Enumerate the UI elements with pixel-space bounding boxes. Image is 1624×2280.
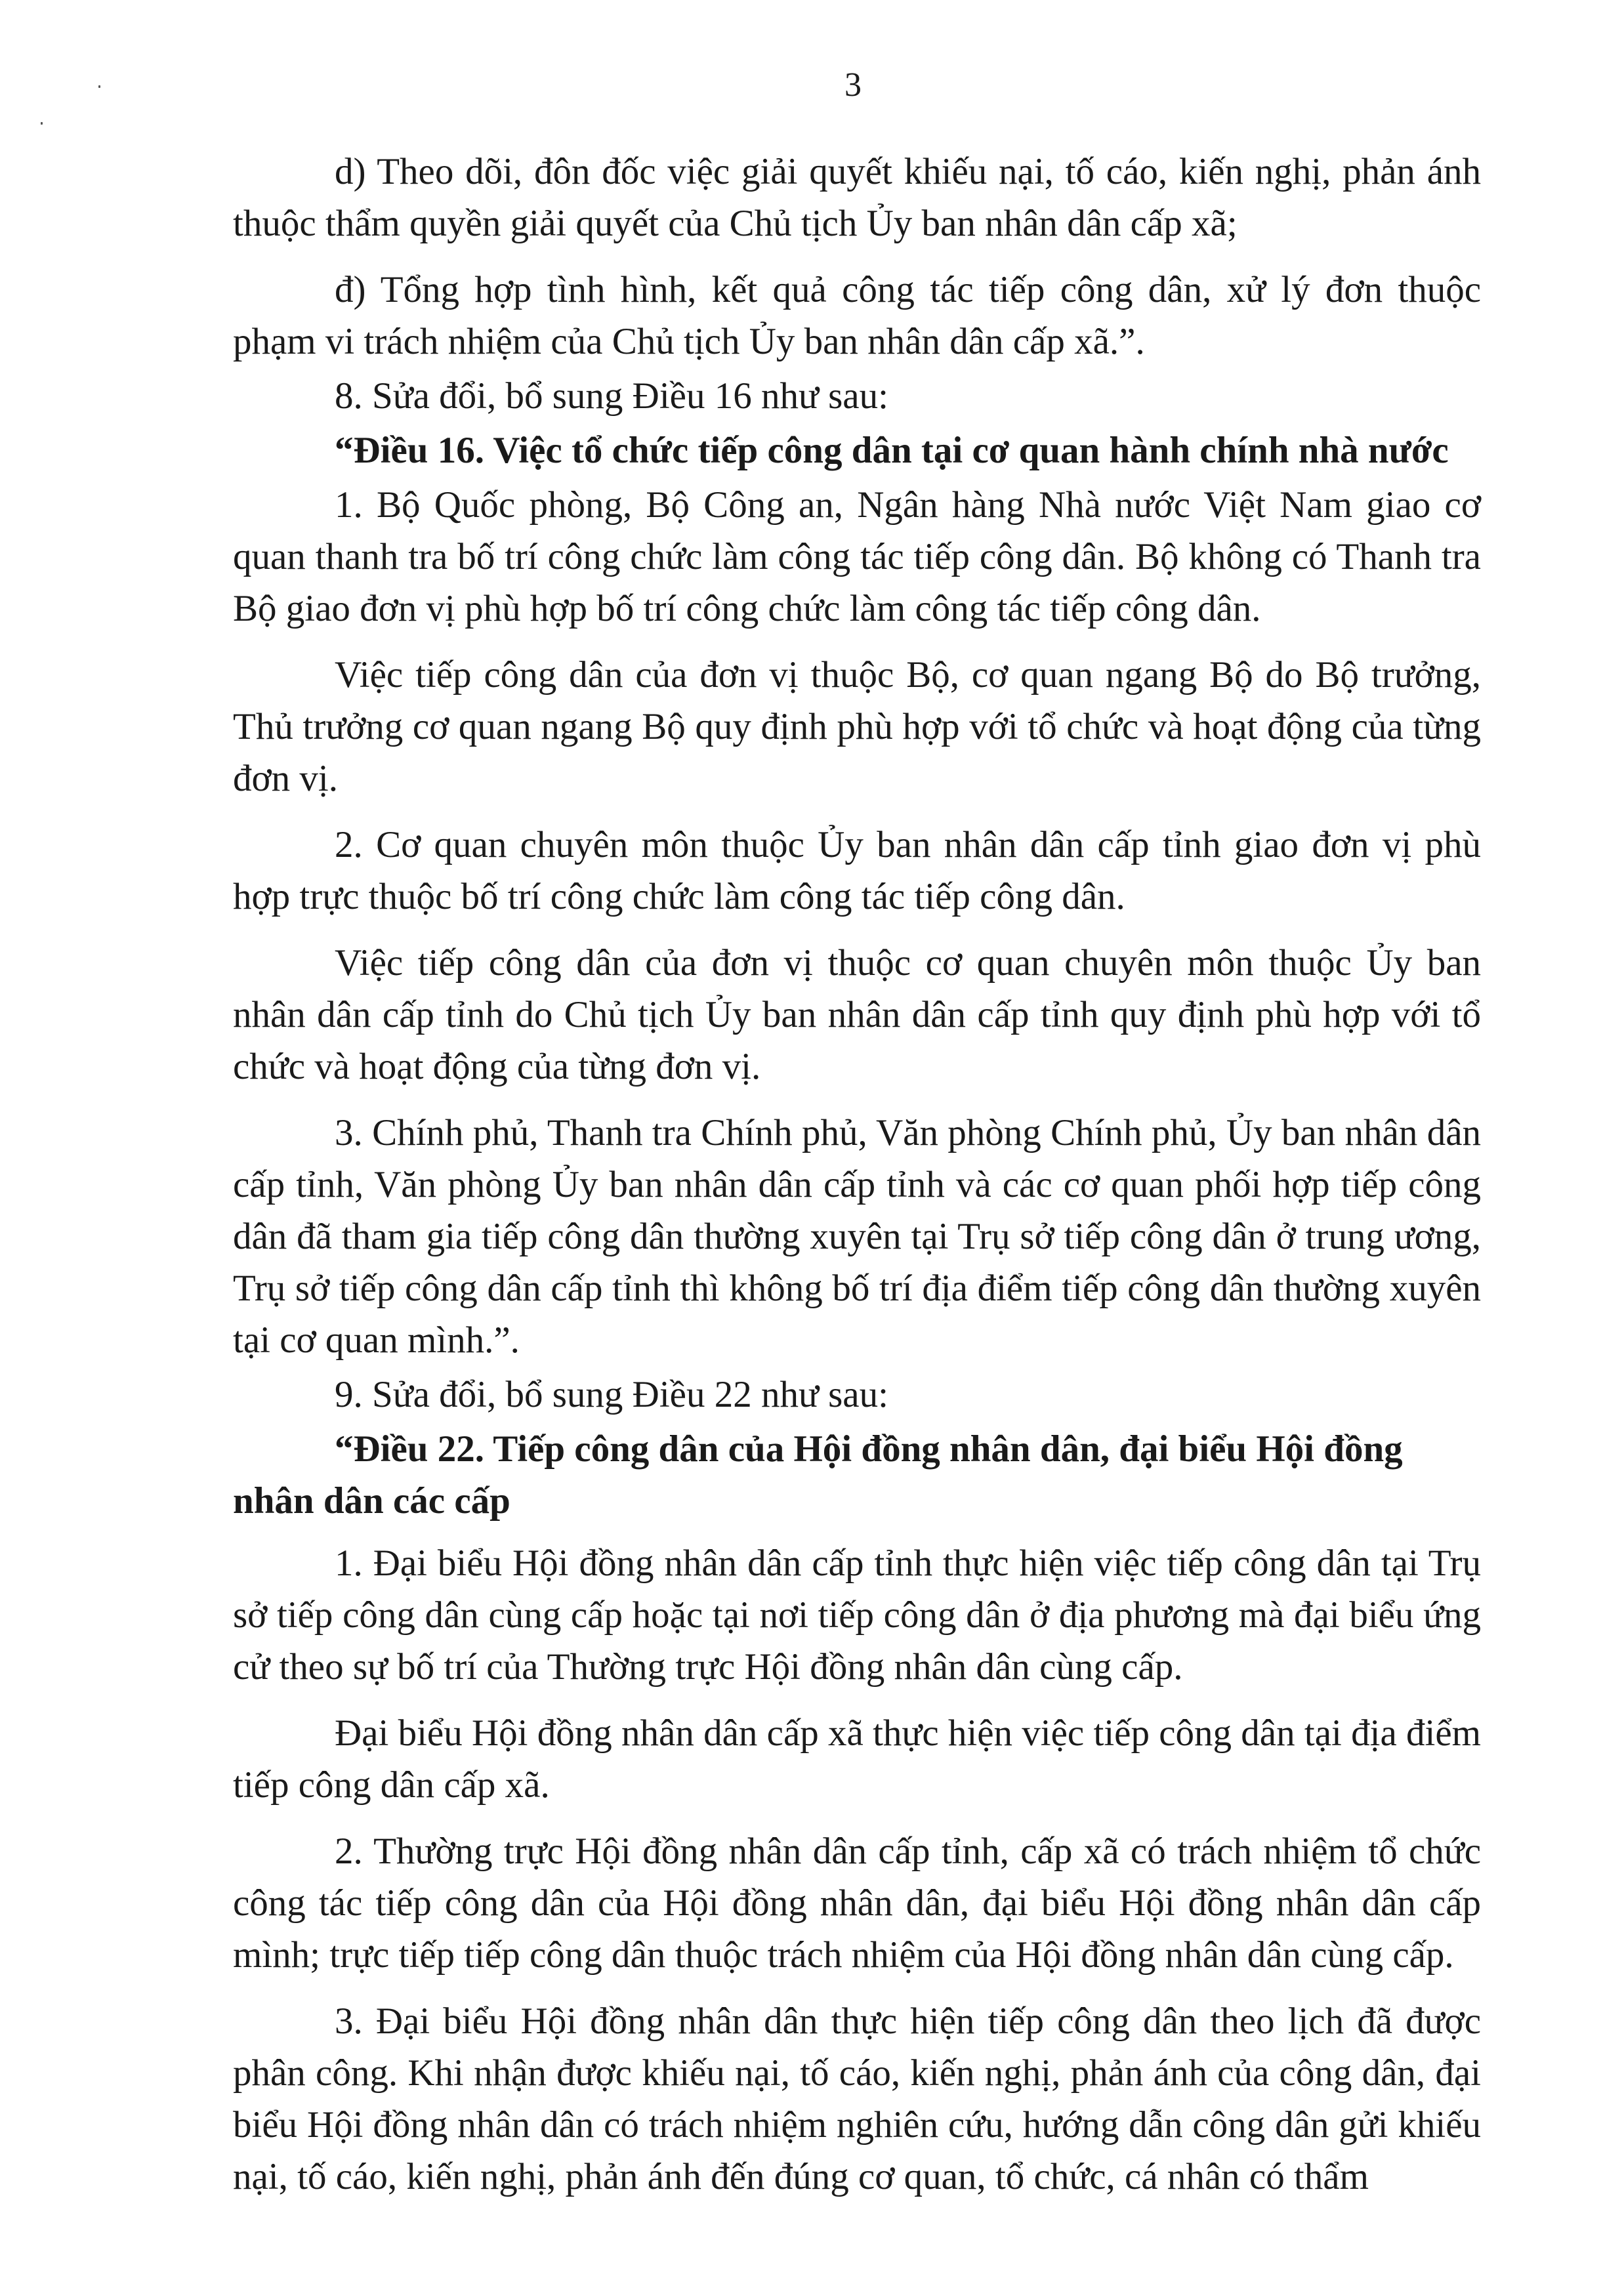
scan-speck [41,122,43,125]
paragraph-amendment-9: 9. Sửa đổi, bổ sung Điều 22 như sau: [335,1374,888,1415]
paragraph-article-22-clause-1: 1. Đại biểu Hội đồng nhân dân cấp tỉnh thực hiện việc tiếp công dân tại Trụ sở tiếp công dân cùng cấp hoặc tại nơi tiếp công dân ở địa phương mà đại biểu ứng cử theo sự bố trí của Thường trực Hội đồng nhân dân cùng cấp. [233,1543,1481,1688]
heading-article-16: “Điều 16. Việc tổ chức tiếp công dân tại cơ quan hành chính nhà nước [335,430,1449,471]
paragraph-article-16-clause-1-cont: Việc tiếp công dân của đơn vị thuộc Bộ, cơ quan ngang Bộ do Bộ trưởng, Thủ trưởng cơ quan ngang Bộ quy định phù hợp với tổ chức và hoạt động của từng đơn vị. [233,654,1481,799]
page-number: 3 [844,66,862,104]
paragraph-point-d: d) Theo dõi, đôn đốc việc giải quyết khiếu nại, tố cáo, kiến nghị, phản ánh thuộc thẩm quyền giải quyết của Chủ tịch Ủy ban nhân dân cấp xã; [233,151,1481,244]
heading-article-22: “Điều 22. Tiếp công dân của Hội đồng nhân dân, đại biểu Hội đồng nhân dân các cấp [233,1428,1403,1522]
paragraph-article-22-clause-1-cont: Đại biểu Hội đồng nhân dân cấp xã thực hiện việc tiếp công dân tại địa điểm tiếp công dân cấp xã. [233,1712,1481,1806]
paragraph-article-16-clause-3: 3. Chính phủ, Thanh tra Chính phủ, Văn phòng Chính phủ, Ủy ban nhân dân cấp tỉnh, Văn phòng Ủy ban nhân dân cấp tỉnh và các cơ quan phối hợp tiếp công dân đã tham gia tiếp công dân thường xuyên tại Trụ sở tiếp công dân ở trung ương, Trụ sở tiếp công dân cấp tỉnh thì không bố trí địa điểm tiếp công dân thường xuyên tại cơ quan mình.”. [233,1112,1481,1361]
paragraph-article-16-clause-2-cont: Việc tiếp công dân của đơn vị thuộc cơ quan chuyên môn thuộc Ủy ban nhân dân cấp tỉnh do Chủ tịch Ủy ban nhân dân cấp tỉnh quy định phù hợp với tổ chức và hoạt động của từng đơn vị. [233,942,1481,1087]
paragraph-article-22-clause-2: 2. Thường trực Hội đồng nhân dân cấp tỉnh, cấp xã có trách nhiệm tổ chức công tác tiếp công dân của Hội đồng nhân dân, đại biểu Hội đồng nhân dân cấp mình; trực tiếp tiếp công dân thuộc trách nhiệm của Hội đồng nhân dân cùng cấp. [233,1831,1481,1976]
document-body [233,146,1481,2203]
paragraph-article-16-clause-2: 2. Cơ quan chuyên môn thuộc Ủy ban nhân dân cấp tỉnh giao đơn vị phù hợp trực thuộc bố trí công chức làm công tác tiếp công dân. [233,824,1481,917]
paragraph-point-dd: đ) Tổng hợp tình hình, kết quả công tác tiếp công dân, xử lý đơn thuộc phạm vi trách nhiệm của Chủ tịch Ủy ban nhân dân cấp xã.”. [233,269,1481,362]
paragraph-amendment-8: 8. Sửa đổi, bổ sung Điều 16 như sau: [335,375,888,417]
paragraph-article-16-clause-1: 1. Bộ Quốc phòng, Bộ Công an, Ngân hàng Nhà nước Việt Nam giao cơ quan thanh tra bố trí công chức làm công tác tiếp công dân. Bộ không có Thanh tra Bộ giao đơn vị phù hợp bố trí công chức làm công tác tiếp công dân. [233,484,1481,629]
paragraph-article-22-clause-3: 3. Đại biểu Hội đồng nhân dân thực hiện tiếp công dân theo lịch đã được phân công. Khi nhận được khiếu nại, tố cáo, kiến nghị, phản ánh của công dân, đại biểu Hội đồng nhân dân có trách nhiệm nghiên cứu, hướng dẫn công dân gửi khiếu nại, tố cáo, kiến nghị, phản ánh đến đúng cơ quan, tổ chức, cá nhân có thẩm [233,2000,1481,2197]
